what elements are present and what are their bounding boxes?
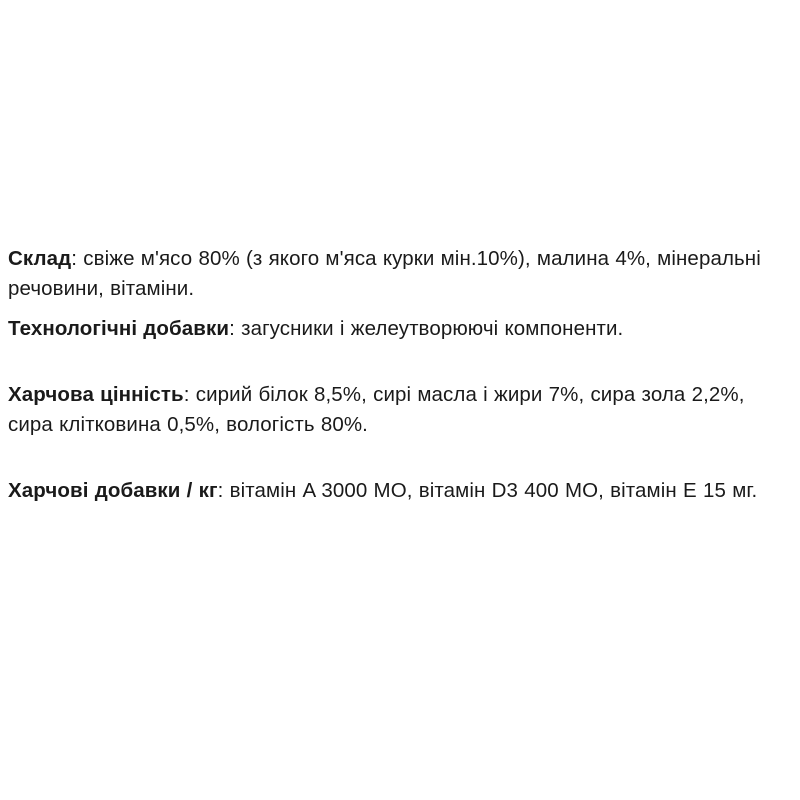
nutritional-additives-label: Харчові добавки / кг [8,479,218,502]
section-nutritional-additives [8,476,792,506]
composition-label: Склад [8,247,72,270]
technological-additives-text: загусники і желеутворюючі компоненти. [234,317,624,340]
composition-separator: : [71,247,78,270]
section-composition [8,244,792,304]
technological-additives-paragraph [8,314,792,344]
nutritional-value-paragraph [8,380,792,440]
technological-additives-separator: : [229,317,235,340]
section-technological-additives [8,314,792,344]
nutritional-value-label: Харчова цінність [8,383,184,406]
nutritional-additives-paragraph [8,476,792,506]
nutritional-additives-separator: : [217,479,224,502]
technological-additives-label: Технологічні добавки [8,317,230,340]
composition-paragraph [8,244,792,304]
nutritional-value-text: сирий білок 8,5%, сирі масла і жири 7%, сира зола 2,2%, сира клітковина 0,5%, вологість 80%. [8,383,745,436]
spacer-2 [8,450,792,476]
nutritional-value-separator: : [183,383,190,406]
spacer-1 [8,354,792,380]
label-text-content [8,244,792,516]
nutritional-additives-text: вітамін A 3000 МО, вітамін D3 400 МО, вітамін E 15 мг. [223,479,758,502]
composition-text: свіже м'ясо 80% (з якого м'яса курки мін.10%), малина 4%, мінеральні речовини, вітаміни. [8,247,761,300]
section-nutritional-value [8,380,792,440]
